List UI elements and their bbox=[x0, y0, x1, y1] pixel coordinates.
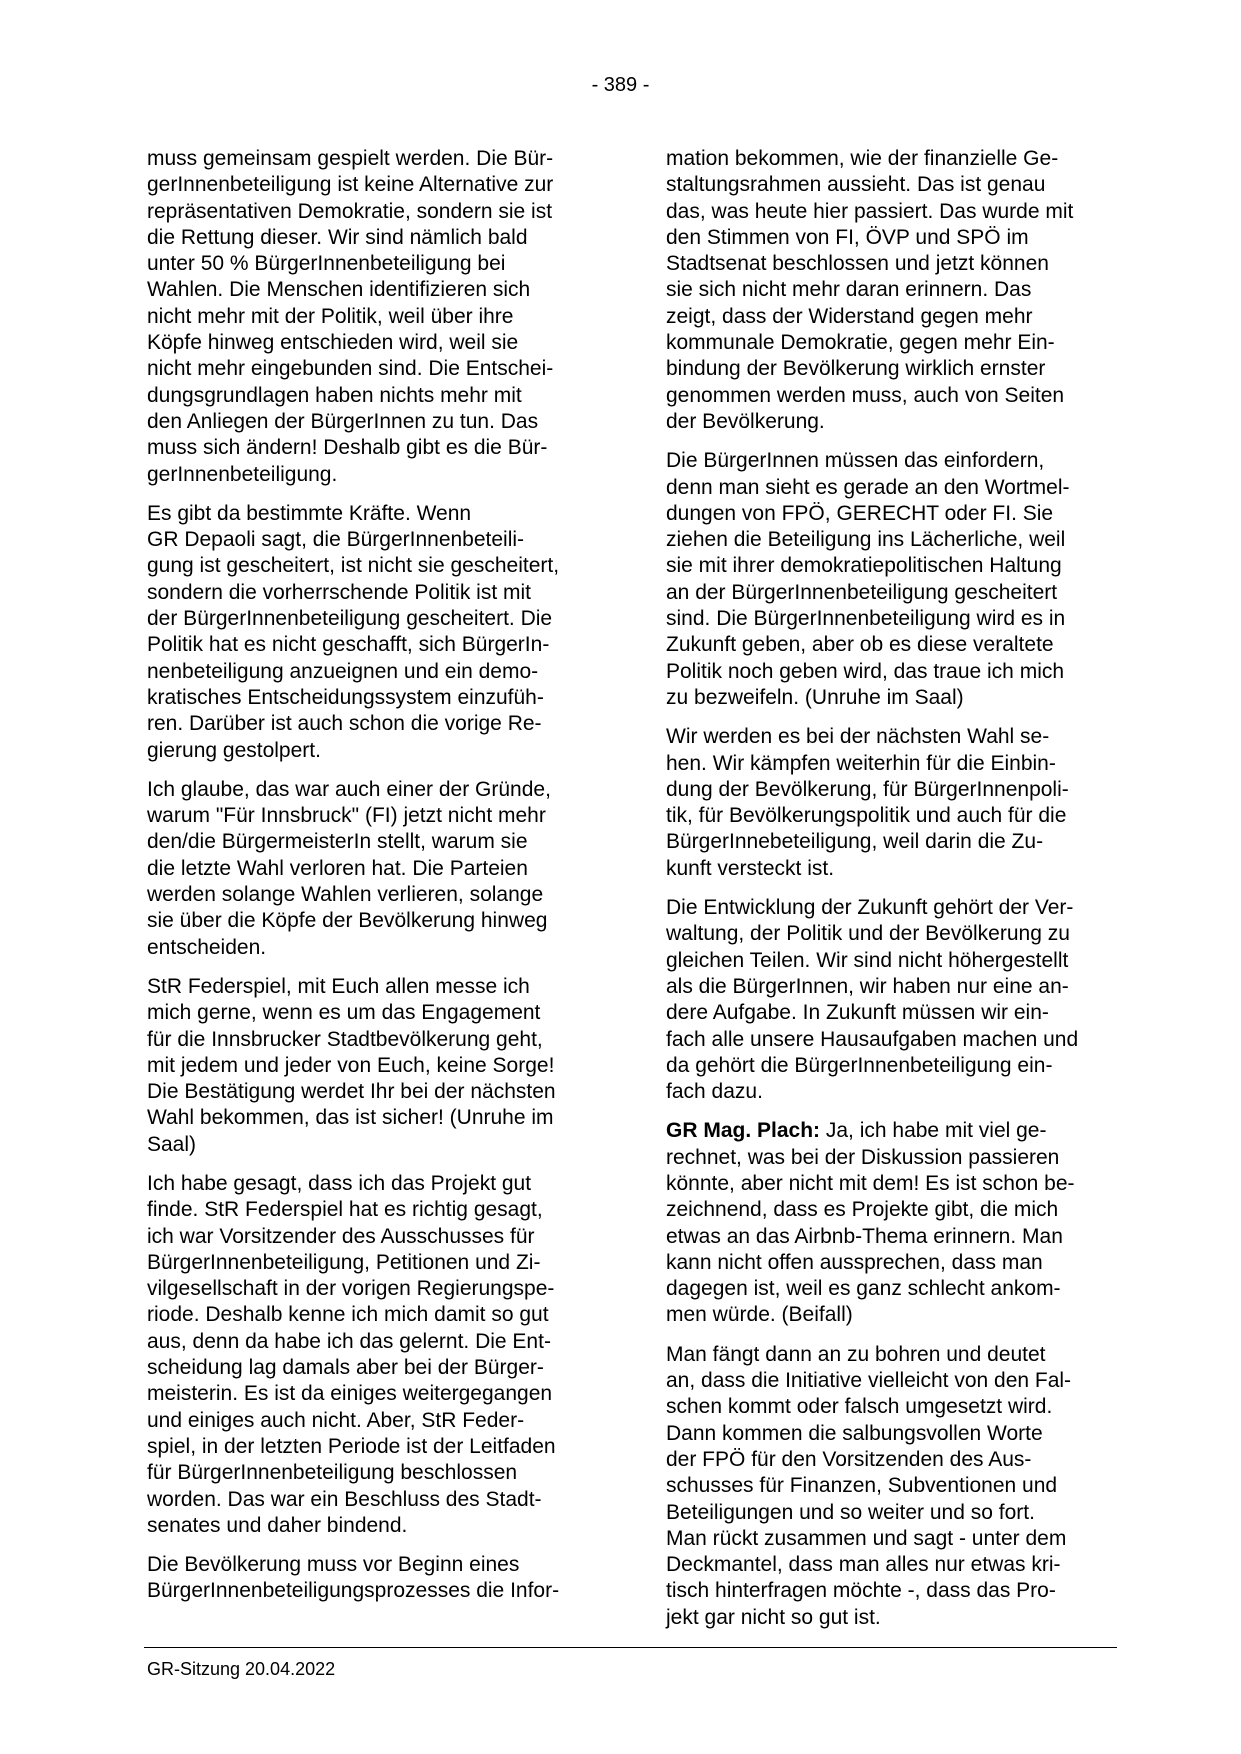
paragraph: mation bekommen, wie der finanzielle Ge- staltungsrahmen aussieht. Das ist genau das, was heute hier passiert. Das wurde mit den Stimmen von FI, ÖVP und SPÖ im Stadtsenat beschlossen und jetzt können sie sich nicht mehr daran erinnern. Das zeigt, dass der Widerstand gegen mehr kommunale Demokratie, gegen mehr Ein- bindung der Bevölkerung wirklich ernster genommen werden muss, auch von Seiten der Bevölkerung. bbox=[666, 147, 1074, 433]
paragraph: Wir werden es bei der nächsten Wahl se- hen. Wir kämpfen weiterhin für die Einbin- dung der Bevölkerung, für BürgerInnenpoli- tik, für Bevölkerungspolitik und auch für die BürgerInnebeteiligung, weil darin die Zu- kunft versteckt ist. bbox=[666, 725, 1069, 880]
right-column bbox=[666, 146, 1116, 1644]
footer-session-date: GR-Sitzung 20.04.2022 bbox=[147, 1659, 336, 1679]
paragraph: Ich habe gesagt, dass ich das Projekt gut finde. StR Federspiel hat es richtig gesagt, ich war Vorsitzender des Ausschusses für BürgerInnenbeteiligung, Petitionen und Zi- vilgesellschaft in der vorigen Regierungspe- riode. Deshalb kenne ich mich damit so gut aus, denn da habe ich das gelernt. Die Ent- scheidung lag damals aber bei der Bürger- meisterin. Es ist da einiges weitergegangen und einiges auch nicht. Aber, StR Feder- spiel, in der letzten Periode ist der Leitfaden für BürgerInnenbeteiligung beschlossen worden. Das war ein Beschluss des Stadt- senates und daher bindend. bbox=[147, 1171, 556, 1537]
paragraph: Es gibt da bestimmte Kräfte. Wenn GR Depaoli sagt, die BürgerInnenbeteili- gung ist gescheitert, ist nicht sie gescheitert, sondern die vorherrschende Politik ist mit der BürgerInnenbeteiligung gescheitert. Die Politik hat es nicht geschafft, sich BürgerIn- nenbeteiligung anzueignen und ein demo- kratisches Entscheidungssystem einzufüh- ren. Darüber ist auch schon die vorige Re- gierung gestolpert. bbox=[147, 501, 560, 762]
paragraph: Ich glaube, das war auch einer der Gründe, warum "Für Innsbruck" (FI) jetzt nicht mehr den/die BürgermeisterIn stellt, warum sie die letzte Wahl verloren hat. Die Parteien werden solange Wahlen verlieren, solange sie über die Köpfe der Bevölkerung hinweg entscheiden. bbox=[147, 777, 551, 959]
speaker-name: GR Mag. Plach: bbox=[666, 1119, 821, 1143]
left-column bbox=[147, 146, 592, 1618]
page-number: - 389 - bbox=[591, 74, 650, 96]
paragraph: Die Entwicklung der Zukunft gehört der Ver- waltung, der Politik und der Bevölkerung zu gleichen Teilen. Wir sind nicht höhergestellt als die BürgerInnen, wir haben nur eine an- dere Aufgabe. In Zukunft müssen wir ein- fach alle unsere Hausaufgaben machen und da gehört die BürgerInnenbeteiligung ein- fach dazu. bbox=[666, 896, 1079, 1104]
speaker-paragraph bbox=[666, 1118, 1116, 1328]
paragraph: Die Bevölkerung muss vor Beginn eines BürgerInnenbeteiligungsprozesses die Infor- bbox=[147, 1553, 560, 1603]
speaker-text: Ja, ich habe mit viel ge- rechnet, was bei der Diskussion passieren könnte, aber nicht mit dem! Es ist schon be- zeichnend, dass es Projekte gibt, die mich etwas an das Airbnb-Thema erinnern. Man kann nicht offen aussprechen, dass man dagegen ist, weil es ganz schlecht ankom- men würde. (Beifall) bbox=[666, 1119, 1075, 1327]
paragraph: Die BürgerInnen müssen das einfordern, denn man sieht es gerade an den Wortmel- dungen von FPÖ, GERECHT oder FI. Sie ziehen die Beteiligung ins Lächerliche, weil sie mit ihrer demokratiepolitischen Haltung an der BürgerInnenbeteiligung gescheitert sind. Die BürgerInnenbeteiligung wird es in Zukunft geben, aber ob es diese veraltete Politik noch geben wird, das traue ich mich zu bezweifeln. (Unruhe im Saal) bbox=[666, 449, 1070, 709]
footer-divider bbox=[144, 1647, 1117, 1648]
paragraph: StR Federspiel, mit Euch allen messe ich mich gerne, wenn es um das Engagement für die Innsbrucker Stadtbevölkerung geht, mit jedem und jeder von Euch, keine Sorge! Die Bestätigung werdet Ihr bei der nächsten Wahl bekommen, das ist sicher! (Unruhe im Saal) bbox=[147, 974, 556, 1156]
paragraph: muss gemeinsam gespielt werden. Die Bür- gerInnenbeteiligung ist keine Alternative zur repräsentativen Demokratie, sondern sie ist die Rettung dieser. Wir sind nämlich bald unter 50 % BürgerInnenbeteiligung bei Wahlen. Die Menschen identifizieren sich nicht mehr mit der Politik, weil über ihre Köpfe hinweg entschieden wird, weil sie nicht mehr eingebunden sind. Die Entschei- dungsgrundlagen haben nichts mehr mit den Anliegen der BürgerInnen zu tun. Das muss sich ändern! Deshalb gibt es die Bür- gerInnenbeteiligung. bbox=[147, 147, 554, 486]
paragraph: Man fängt dann an zu bohren und deutet an, dass die Initiative vielleicht von den Fal- schen kommt oder falsch umgesetzt wird. Dann kommen die salbungsvollen Worte der FPÖ für den Vorsitzenden des Aus- schusses für Finanzen, Subventionen und Beteiligungen und so weiter und so fort. Man rückt zusammen und sagt - unter dem Deckmantel, dass man alles nur etwas kri- tisch hinterfragen möchte -, dass das Pro- jekt gar nicht so gut ist. bbox=[666, 1342, 1072, 1629]
